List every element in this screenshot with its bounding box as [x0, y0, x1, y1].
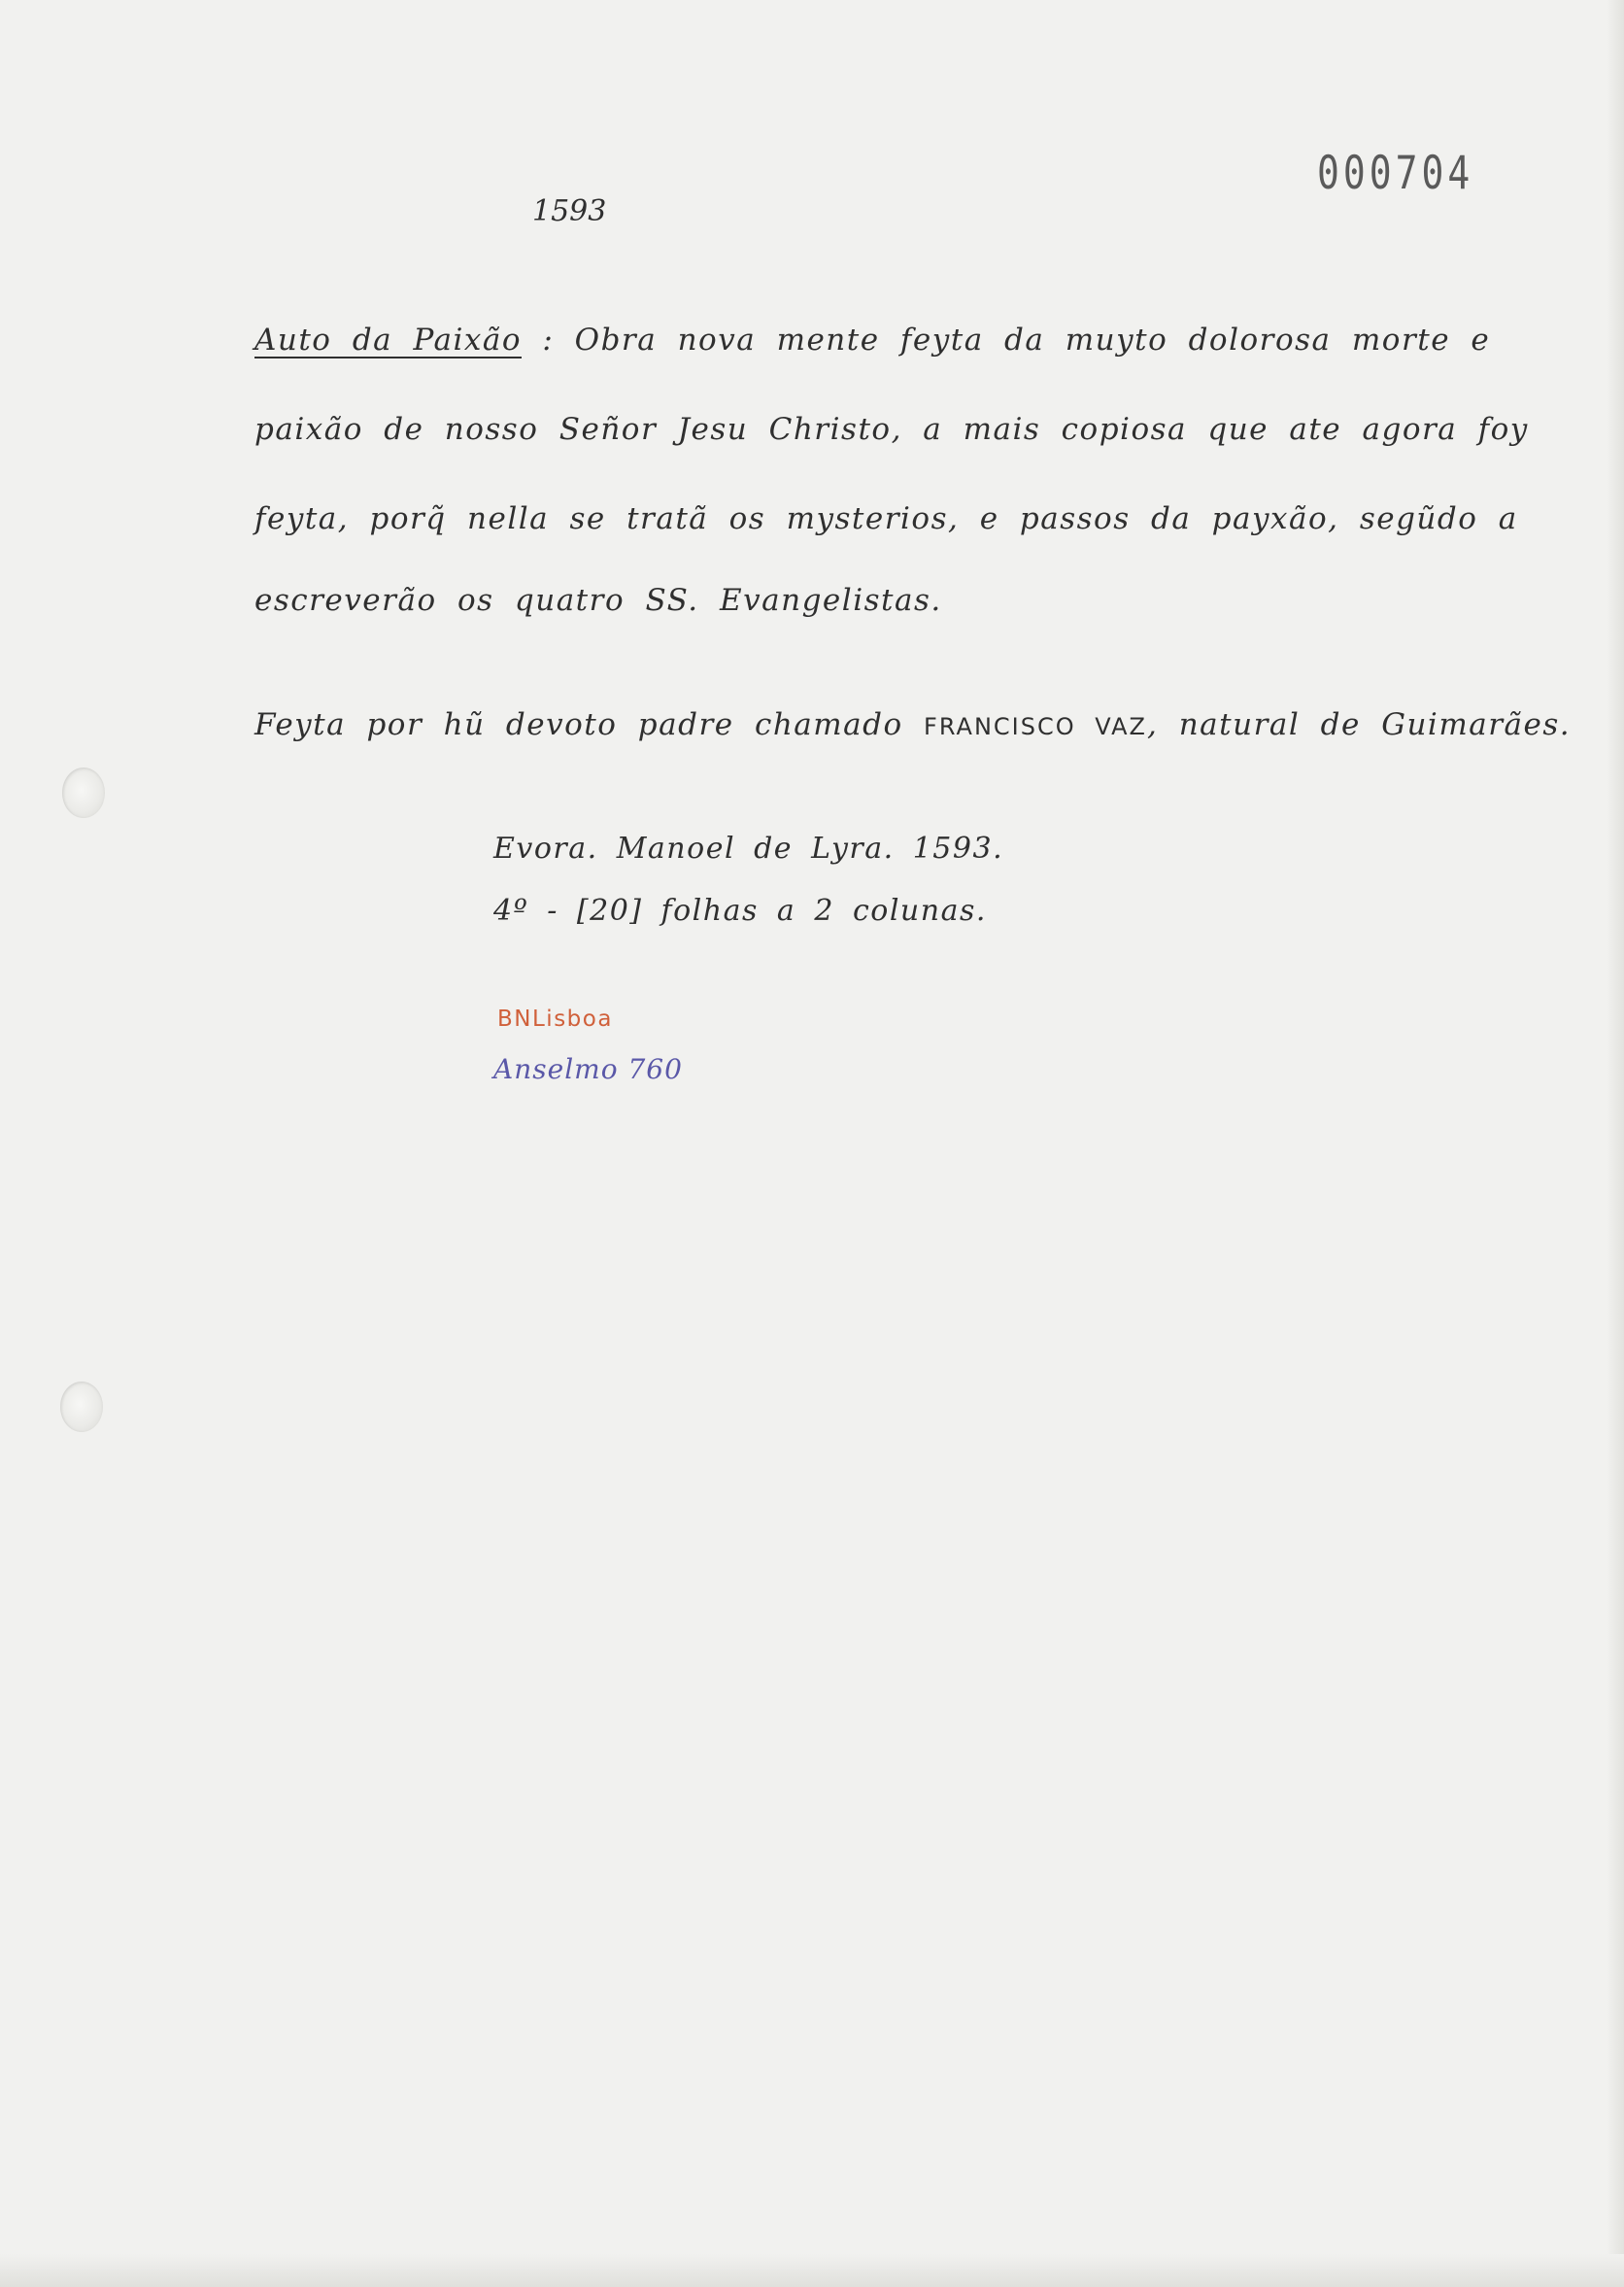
page-edge-bottom	[0, 2254, 1624, 2287]
punch-hole-bottom	[60, 1382, 103, 1432]
catalog-reference: Anselmo 760	[493, 1053, 683, 1085]
title-line-3: feyta, porq̃ nella se tratã os mysterios, e passos da payxão, segũdo a	[254, 501, 1518, 536]
format-line: 4º - [20] folhas a 2 colunas.	[493, 894, 987, 928]
imprint-line: Evora. Manoel de Lyra. 1593.	[493, 832, 1004, 866]
title-line-1	[254, 323, 1490, 358]
page-edge-right	[1607, 0, 1624, 2287]
author-suffix: , natural de Guimarães.	[1147, 707, 1572, 742]
title-line-4: escreverão os quatro SS. Evangelistas.	[254, 583, 942, 618]
punch-hole-top	[62, 768, 105, 818]
year: 1593	[532, 194, 607, 228]
title-line-2: paixão de nosso Señor Jesu Christo, a mais copiosa que ate agora foy	[254, 412, 1529, 447]
work-title: Auto da Paixão	[254, 323, 522, 358]
author-name: FRANCISCO VAZ	[924, 713, 1147, 740]
stamp-number: 000704	[1317, 146, 1474, 199]
library-name: BNLisboa	[497, 1007, 613, 1032]
author-prefix: Feyta por hũ devoto padre chamado	[254, 707, 903, 742]
work-title-colon: :	[542, 323, 555, 358]
title-text-line-1: Obra nova mente feyta da muyto dolorosa morte e	[574, 323, 1491, 358]
author-line	[254, 707, 1571, 742]
